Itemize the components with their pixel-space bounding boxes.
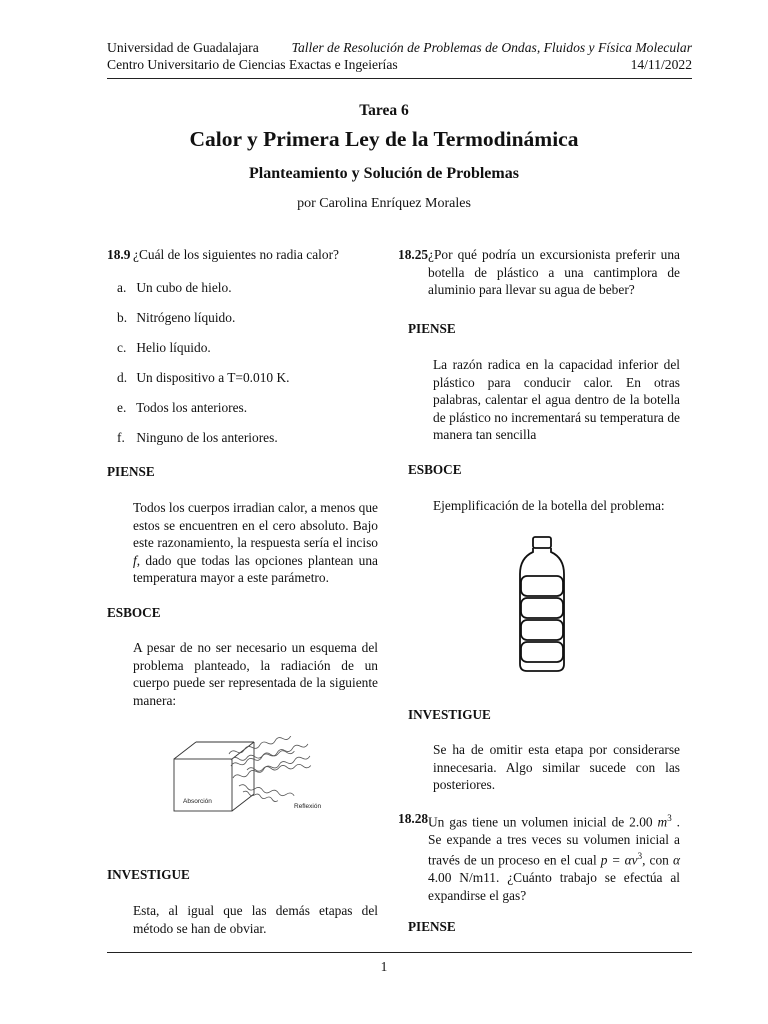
esboce-paragraph: A pesar de no ser necesario un esquema del problema planteado, la radiación de un cuerpo puede ser representada de la siguiente manera: <box>133 640 378 708</box>
footer-rule <box>107 952 692 953</box>
option-label: d. <box>117 370 128 385</box>
option-text: Nitrógeno líquido. <box>136 310 236 325</box>
option-text: Todos los anteriores. <box>136 400 248 415</box>
option-label: e. <box>117 400 127 415</box>
option-text: Ninguno de los anteriores. <box>136 430 278 445</box>
piense-text-part: , dado que todas las opciones plantean una temperatura mayor a este parámetro. <box>133 552 378 585</box>
option-f <box>117 429 278 447</box>
formula: p = αv <box>600 852 638 868</box>
section-heading-piense: PIENSE <box>107 464 155 479</box>
alpha-symbol: α <box>672 852 680 868</box>
absorcion-label: Absorción <box>183 798 212 805</box>
course-name: Taller de Resolución de Problemas de Ondas, Fluidos y Física Molecular <box>291 40 692 55</box>
option-label: c. <box>117 340 127 355</box>
piense-paragraph <box>133 499 378 587</box>
author-line: por Carolina Enríquez Morales <box>297 196 471 211</box>
question-text <box>428 810 680 904</box>
exponent: 3 <box>637 851 643 862</box>
option-b <box>117 309 235 327</box>
reflexion-label: Reflexión <box>294 803 322 810</box>
page-number: 1 <box>380 959 388 974</box>
university-name: Universidad de Guadalajara <box>107 40 259 55</box>
question-number: 18.25 <box>398 247 429 262</box>
assignment-label: Tarea 6 <box>359 102 409 119</box>
section-heading-piense-2: PIENSE <box>408 919 456 934</box>
investigue-paragraph: Se ha de omitir esta etapa por considerarse innecesaria. Algo similar sucede con las posteriores. <box>433 742 680 792</box>
question-number: 18.28 <box>398 811 429 826</box>
option-text: Un dispositivo a T=0.010 K. <box>136 370 290 385</box>
piense-paragraph: La razón radica en la capacidad inferior del plástico para conducir calor. En otras palabras, calentar el agua dentro de la botella de plástico no incrementará su temperatura de manera tan sencilla <box>433 357 680 442</box>
page-title: Calor y Primera Ley de la Termodinámica <box>189 127 579 151</box>
esboce-paragraph: Ejemplificación de la botella del problema: <box>433 498 665 513</box>
option-label: a. <box>117 280 127 295</box>
option-d <box>117 369 289 387</box>
option-text: Un cubo de hielo. <box>136 280 232 295</box>
bottle-icon <box>512 534 572 679</box>
question-text-part: 4.00 N/m11. ¿Cuánto trabajo se efectúa al expandirse el gas? <box>428 870 680 903</box>
wave-rays-icon <box>228 736 311 802</box>
question-text-part: . Se expande a tres veces su volumen inicial a través de un proceso en el cual <box>428 814 680 868</box>
question-text-part: Un gas tiene un volumen inicial de 2.00 <box>428 814 658 830</box>
option-e <box>117 399 247 417</box>
piense-text-italic: f <box>133 552 137 568</box>
center-name: Centro Universitario de Ciencias Exactas e Ingeierías <box>107 57 398 72</box>
question-text-part: , con <box>642 852 673 868</box>
option-label: b. <box>117 310 128 325</box>
question-text: ¿Por qué podría un excursionista preferir una botella de plástico a una cantimplora de aluminio para llevar su agua de beber? <box>428 247 680 297</box>
section-heading-esboce: ESBOCE <box>408 462 462 477</box>
page-subtitle: Planteamiento y Solución de Problemas <box>249 165 519 182</box>
section-heading-piense: PIENSE <box>408 321 456 336</box>
header-date: 14/11/2022 <box>630 57 692 72</box>
option-text: Helio líquido. <box>136 340 211 355</box>
investigue-paragraph: Esta, al igual que las demás etapas del método se han de obviar. <box>133 903 378 936</box>
header-rule <box>107 78 692 79</box>
option-label: f. <box>117 430 125 445</box>
section-heading-esboce: ESBOCE <box>107 605 161 620</box>
radiation-cube-figure <box>169 736 379 826</box>
exponent: 3 <box>667 813 672 823</box>
question-number: 18.9 <box>107 247 131 262</box>
section-heading-investigue: INVESTIGUE <box>107 867 190 882</box>
option-a <box>117 279 232 297</box>
question-text: ¿Cuál de los siguientes no radia calor? <box>133 247 339 262</box>
unit-symbol: m <box>657 814 668 830</box>
option-c <box>117 339 211 357</box>
section-heading-investigue: INVESTIGUE <box>408 707 491 722</box>
piense-text-part: Todos los cuerpos irradian calor, a menos que estos se encuentren en el cero absoluto. Bajo este razonamiento, la respuesta sería el inciso <box>133 500 378 550</box>
